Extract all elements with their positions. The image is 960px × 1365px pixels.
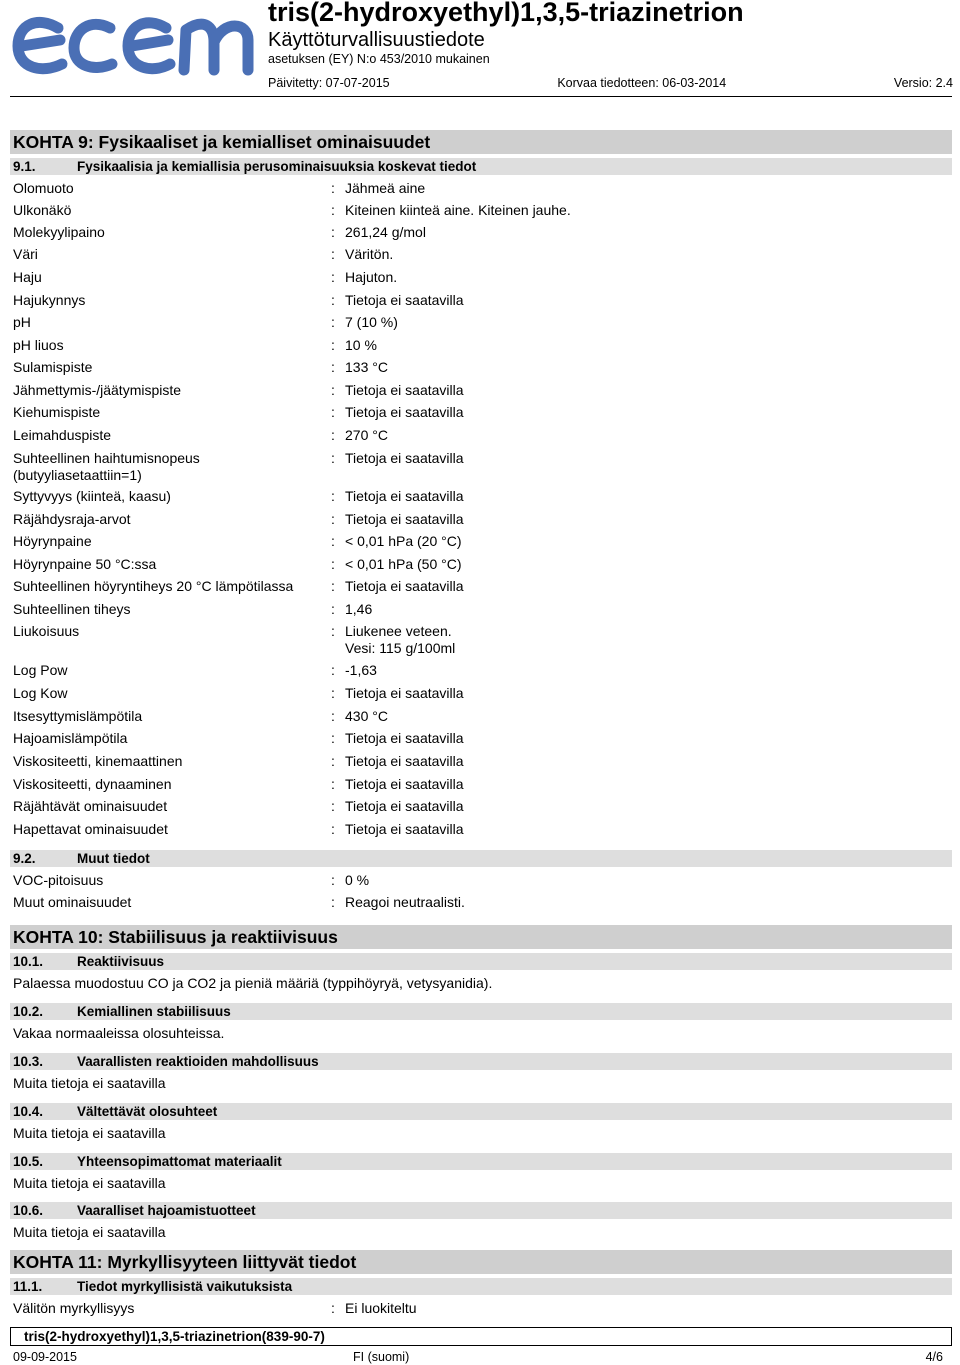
property-value: 261,24 g/mol — [345, 224, 426, 240]
property-value: 0 % — [345, 872, 370, 888]
property-value: Tietoja ei saatavilla — [345, 776, 464, 792]
property-label: Suhteellinen haihtumisnopeus (butyyliasetaattiin=1) — [13, 450, 200, 483]
property-label: Liukoisuus — [13, 623, 80, 639]
property-value: < 0,01 hPa (50 °C) — [345, 556, 462, 572]
footer-language: FI (suomi) — [353, 1350, 410, 1364]
subsection-10-1-heading: 10.1. Reaktiivisuus — [10, 953, 952, 970]
subsection-text: Muita tietoja ei saatavilla — [13, 1224, 166, 1240]
property-value: Tietoja ei saatavilla — [345, 578, 464, 594]
property-label: Syttyvyys (kiinteä, kaasu) — [13, 488, 171, 504]
updated-date: Päivitetty: 07-07-2015 — [268, 76, 390, 90]
property-value: Ei luokiteltu — [345, 1300, 417, 1316]
property-value: 7 (10 %) — [345, 314, 398, 330]
property-value: 1,46 — [345, 601, 373, 617]
subsection-number: 9.2. — [13, 851, 36, 866]
subsection-number: 9.1. — [13, 159, 36, 174]
property-label: Räjähdysraja-arvot — [13, 511, 131, 527]
property-label: Kiehumispiste — [13, 404, 101, 420]
ecem-logo — [8, 6, 258, 82]
footer-substance-box: tris(2-hydroxyethyl)1,3,5-triazinetrion(839-90-7) — [10, 1327, 952, 1346]
property-value: 133 °C — [345, 359, 388, 375]
section-9-heading: KOHTA 9: Fysikaaliset ja kemialliset ominaisuudet — [10, 130, 952, 154]
subsection-9-1-heading — [10, 158, 952, 175]
property-label: Hajoamislämpötila — [13, 730, 128, 746]
page-number: 4/6 — [925, 1350, 943, 1364]
subsection-title: Tiedot myrkyllisistä vaikutuksista — [77, 1279, 293, 1294]
subsection-11-1-heading — [10, 1278, 952, 1295]
property-label: Muut ominaisuudet — [13, 894, 132, 910]
property-value: Tietoja ei saatavilla — [345, 753, 464, 769]
subsection-10-3-heading: 10.3. Vaarallisten reaktioiden mahdollisuus — [10, 1053, 952, 1070]
property-value: Jähmeä aine — [345, 180, 426, 196]
property-value: Tietoja ei saatavilla — [345, 382, 464, 398]
property-value: Tietoja ei saatavilla — [345, 450, 464, 466]
property-value: Hajuton. — [345, 269, 398, 285]
subsection-title: Muut tiedot — [77, 851, 150, 866]
property-label: Hajukynnys — [13, 292, 86, 308]
subsection-text: Muita tietoja ei saatavilla — [13, 1125, 166, 1141]
subsection-text: Muita tietoja ei saatavilla — [13, 1075, 166, 1091]
property-value: Tietoja ei saatavilla — [345, 404, 464, 420]
property-value: Tietoja ei saatavilla — [345, 730, 464, 746]
subsection-10-5-heading: 10.5. Yhteensopimattomat materiaalit — [10, 1153, 952, 1170]
property-value: Tietoja ei saatavilla — [345, 488, 464, 504]
property-label: Välitön myrkyllisyys — [13, 1300, 135, 1316]
property-label: Log Kow — [13, 685, 68, 701]
property-label: pH liuos — [13, 337, 64, 353]
property-value: Tietoja ei saatavilla — [345, 821, 464, 837]
property-value: -1,63 — [345, 662, 377, 678]
property-label: pH — [13, 314, 31, 330]
property-value: Tietoja ei saatavilla — [345, 798, 464, 814]
property-label: Olomuoto — [13, 180, 74, 196]
property-value: < 0,01 hPa (20 °C) — [345, 533, 462, 549]
property-value: Liukenee veteen. Vesi: 115 g/100ml — [345, 623, 456, 656]
property-label: Haju — [13, 269, 42, 285]
property-label: Leimahduspiste — [13, 427, 112, 443]
subsection-10-2-heading: 10.2. Kemiallinen stabiilisuus — [10, 1003, 952, 1020]
property-label: Höyrynpaine 50 °C:ssa — [13, 556, 157, 572]
property-label: Molekyylipaino — [13, 224, 105, 240]
property-value: Reagoi neutraalisti. — [345, 894, 465, 910]
subsection-9-2-heading — [10, 850, 952, 867]
property-label: Viskositeetti, dynaaminen — [13, 776, 172, 792]
property-value: Tietoja ei saatavilla — [345, 511, 464, 527]
property-label: Räjähtävät ominaisuudet — [13, 798, 168, 814]
subsection-10-4-heading: 10.4. Vältettävät olosuhteet — [10, 1103, 952, 1120]
subsection-10-6-heading: 10.6. Vaaralliset hajoamistuotteet — [10, 1202, 952, 1219]
property-label: Viskositeetti, kinemaattinen — [13, 753, 183, 769]
property-value: 10 % — [345, 337, 377, 353]
subsection-number: 11.1. — [13, 1279, 43, 1294]
regulation-line: asetuksen (EY) N:o 453/2010 mukainen — [268, 52, 490, 66]
property-label: Suhteellinen tiheys — [13, 601, 131, 617]
property-label: Sulamispiste — [13, 359, 93, 375]
property-label: Hapettavat ominaisuudet — [13, 821, 168, 837]
section-10-heading: KOHTA 10: Stabiilisuus ja reaktiivisuus — [10, 925, 952, 949]
property-label: Jähmettymis-/jäätymispiste — [13, 382, 182, 398]
document-type: Käyttöturvallisuustiedote — [268, 29, 485, 51]
version: Versio: 2.4 — [893, 76, 953, 90]
property-label: Itsesyttymislämpötila — [13, 708, 143, 724]
footer-date: 09-09-2015 — [13, 1350, 77, 1364]
subsection-text: Palaessa muodostuu CO ja CO2 ja pieniä määriä (typpihöyryä, vetysyanidia). — [13, 975, 493, 991]
header-divider — [10, 96, 952, 97]
property-label: Höyrynpaine — [13, 533, 92, 549]
property-label: Suhteellinen höyryntiheys 20 °C lämpötilassa — [13, 578, 294, 594]
subsection-title: Fysikaalisia ja kemiallisia perusominaisuuksia koskevat tiedot — [77, 159, 477, 174]
section-11-heading: KOHTA 11: Myrkyllisyyteen liittyvät tiedot — [10, 1250, 952, 1274]
revision-info — [268, 76, 953, 90]
property-value: Väritön. — [345, 246, 394, 262]
sds-page: tris(2-hydroxyethyl)1,3,5-triazinetrion Käyttöturvallisuustiedote asetuksen (EY) N:o 453/2010 mukainen Päivitetty: 07-07-2015 Korvaa tiedotteen: 06-03-2014 Versio: 2.4 KOHTA 9: Fysikaaliset ja kemialliset ominaisuudet 9.1. Fysikaalisia ja kemiallisia perusominaisuuksia koskevat tiedot Olomuoto : Jähmeä aine Ulkonäkö : Kiteinen kiinteä aine. Kiteinen jauhe. Molekyylipaino : 261,24 g/mol Väri : Väritön. Haju : Hajuton. Hajukynnys : Tietoja ei saatavilla pH : 7 (10 %) pH liuos : 10 % Sulamispiste : 133 °C Jähmettymis-/jäätymispiste : Tietoja ei saatavilla Kiehumispiste : Tietoja ei saatavilla Leimahduspiste : 270 °C Suhteellinen haihtumisnopeus (butyyliasetaattiin=1) : Tietoja ei saatavilla Syttyvyys (kiinteä, kaasu) : Tietoja ei saatavilla Räjähdysraja-arvot : Tietoja ei saatavilla Höyrynpaine : < 0,01 hPa (20 °C) Höyrynpaine 50 °C:ssa : < 0,01 hPa (50 °C) Suhteellinen höyryntiheys 20 °C lämpötilassa : Tietoja ei saatavilla Suhteellinen tiheys : 1,46 Liukoisuus : Liukenee veteen. Vesi: 115 g/100ml Log Pow : -1,63 Log Kow : Tietoja ei saatavilla Itsesyttymislämpötila : 430 °C Hajoamislämpötila : Tietoja ei saatavilla Viskositeetti, kinemaattinen : Tietoja ei saatavilla Viskositeetti, dynaaminen : Tietoja ei saatavilla Räjähtävät ominaisuudet : Tietoja ei saatavilla Hapettavat ominaisuudet : Tietoja ei saatavilla 9.2. Muut tiedot VOC-pitoisuus : 0 % Muut ominaisuudet : Reagoi neutraalisti. KOHTA 10: Stabiilisuus ja reaktiivisuus 10.1. Reaktiivisuus Palaessa muodostuu CO ja CO2 ja pieniä määriä (typpihöyryä, vetysyanidia). 10.2. Kemiallinen stabiilisuus Vakaa normaaleissa olosuhteissa. 10.3. Vaarallisten reaktioiden mahdollisuus Muita tietoja ei saatavilla 10.4. Vältettävät olosuhteet Muita tietoja ei saatavilla 10.5. Yhteensopimattomat materiaalit Muita tietoja ei saatavilla 10.6. Vaaralliset hajoamistuotteet Muita tietoja ei saatavilla KOHTA 11: Myrkyllisyyteen liittyvät tiedot 11.1. Tiedot myrkyllisistä vaikutuksista Välitön myrkyllisyys : Ei luokiteltu tris(2-hydroxyethyl)1,3,5-triazinetrion(839-90-7) 09-09-2015 FI (suomi) 4/6 — [0, 0, 960, 1365]
replaces-date: Korvaa tiedotteen: 06-03-2014 — [557, 76, 727, 90]
property-label: Väri — [13, 246, 38, 262]
subsection-text: Vakaa normaaleissa olosuhteissa. — [13, 1025, 225, 1041]
property-label: VOC-pitoisuus — [13, 872, 104, 888]
property-value: Tietoja ei saatavilla — [345, 685, 464, 701]
property-value: Tietoja ei saatavilla — [345, 292, 464, 308]
property-value: 270 °C — [345, 427, 388, 443]
product-title: tris(2-hydroxyethyl)1,3,5-triazinetrion — [268, 0, 744, 27]
subsection-text: Muita tietoja ei saatavilla — [13, 1175, 166, 1191]
property-label: Ulkonäkö — [13, 202, 72, 218]
property-value: Kiteinen kiinteä aine. Kiteinen jauhe. — [345, 202, 571, 218]
property-label: Log Pow — [13, 662, 68, 678]
property-value: 430 °C — [345, 708, 388, 724]
